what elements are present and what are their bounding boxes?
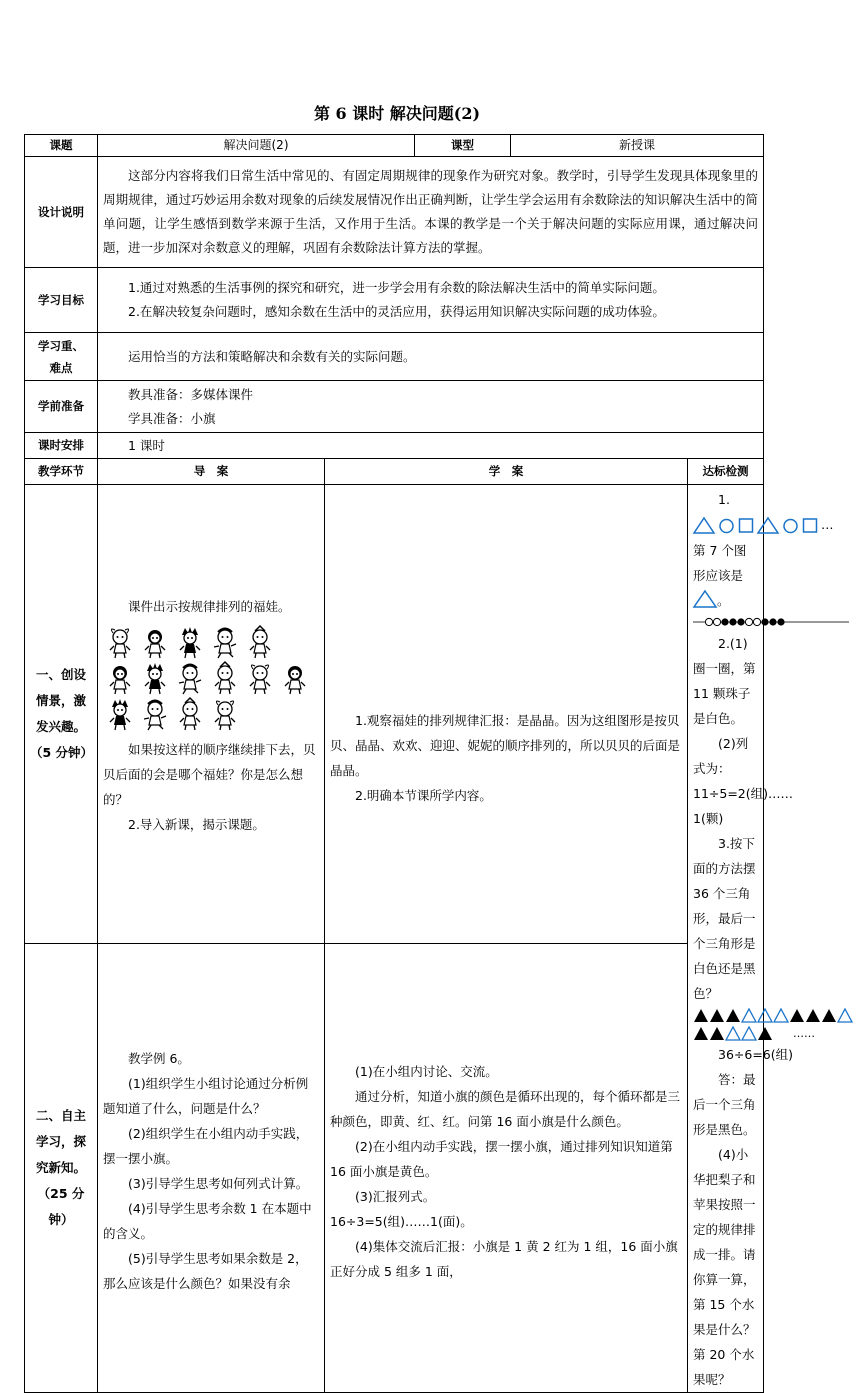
row-design	[25, 157, 764, 268]
check-q3-dots: ……	[793, 1026, 815, 1040]
check-q3-calc: 36÷6=6(组)	[718, 1047, 794, 1062]
bead-chain-icon	[693, 616, 849, 628]
topic-label: 课题	[25, 135, 98, 157]
stage2-label-1: 二、自主	[35, 1108, 86, 1124]
design-label: 设计说明	[25, 157, 98, 268]
stage2-study-2: 通过分析，知道小旗的颜色是循环出现的，每个循环都是三种颜色，即黄、红、红。问第 16 面小旗是什么颜色。	[330, 1088, 681, 1129]
prep-label: 学前准备	[25, 381, 98, 433]
check-q4: (4)小华把梨子和苹果按照一定的规律排成一排。请你算一算，第 15 个水果是什么？第 20 个水果呢？	[693, 1147, 756, 1387]
check-q3-answer: 答：最后一个三角形是黑色。	[693, 1072, 756, 1137]
stage2-guide-5: (4)引导学生思考余数 1 在本题中的含义。	[103, 1201, 312, 1242]
circle-outline-icon	[718, 517, 735, 534]
topic-value: 解决问题(2)	[98, 135, 415, 157]
stage2-study-6: (4)集体交流后汇报：小旗是 1 黄 2 红为 1 组，16 面小旗正好分成 5 组多 1 面，	[330, 1238, 678, 1279]
stage2-guide-3: (2)组织学生在小组内动手实践，摆一摆小旗。	[103, 1126, 309, 1167]
lesson-plan-table	[24, 134, 834, 1393]
key-label-2: 难点	[49, 360, 73, 375]
stage1-label-2: 情景，激	[35, 693, 86, 709]
fuwa-doll-icon	[142, 663, 168, 695]
fuwa-dolls-image	[103, 619, 319, 737]
goal-1: 1.通过对熟悉的生活事例的探究和研究，进一步学会用有余数的除法解决生活中的简单实际问题。	[128, 280, 665, 295]
stage2-study-5: 16÷3=5(组)……1(面)。	[330, 1213, 473, 1229]
header-guide: 导 案	[98, 459, 325, 485]
header-stage: 教学环节	[25, 459, 98, 485]
triangle-pattern	[693, 1006, 758, 1024]
type-value: 新授课	[511, 135, 764, 157]
stage2-study-3: (2)在小组内动手实践，摆一摆小旗，通过排列知识知道第 16 面小旗是黄色。	[330, 1138, 673, 1179]
triangle-outline-icon	[757, 516, 779, 534]
page-title: 第 6 课时 解决问题(2)	[313, 104, 481, 123]
check-q3: 3.按下面的方法摆 36 个三角形，最后一个三角形是白色还是黑色？	[693, 836, 756, 1001]
check-q2-b: (2)列式为：11÷5=2(组)……1(颗)	[693, 736, 794, 826]
design-text: 这部分内容将我们日常生活中常见的、有固定周期规律的现象作为研究对象。教学时，引导学生发现具体现象里的周期规律，通过巧妙运用余数对现象的后续发展情况作出正确判断，让学生学会运用有余数除法的知识解决生活中的简单问题，让学生感悟到数学来源于生活，又作用于生活。本课的教学是一个关于解决问题的实际应用课，通过解决问题，进一步加深对余数意义的理解，巩固有余数除法计算方法的掌握。	[103, 168, 759, 255]
triangle-pattern-row-1	[693, 1007, 861, 1023]
stage2-study-4: (3)汇报列式。	[355, 1188, 436, 1204]
stage2-label-4: （25 分钟）	[37, 1186, 85, 1228]
stage1-guide-intro: 课件出示按规律排列的福娃。	[128, 598, 291, 614]
fuwa-row-3	[107, 697, 319, 733]
time-label: 课时安排	[25, 433, 98, 459]
stage1-label-4: （5 分钟）	[30, 745, 94, 761]
stage2-guide-6: (5)引导学生思考如果余数是 2，那么应该是什么颜色？如果没有余	[103, 1251, 308, 1292]
type-label: 课型	[415, 135, 511, 157]
row-headers	[25, 459, 764, 485]
stage2-study-1: (1)在小组内讨论、交流。	[355, 1063, 498, 1079]
row-stage-2	[25, 944, 764, 1393]
row-key-points	[25, 333, 764, 381]
check-q1-shapes	[693, 512, 834, 538]
fuwa-doll-icon	[177, 663, 203, 695]
stage1-label-1: 一、创设	[35, 667, 86, 683]
fuwa-doll-icon	[247, 663, 273, 695]
circle-outline-icon	[782, 517, 799, 534]
stage2-label-3: 究新知。	[35, 1160, 86, 1176]
row-topic	[25, 135, 764, 157]
fuwa-doll-icon	[107, 699, 133, 731]
row-goals	[25, 268, 764, 333]
stage2-guide-2: (1)组织学生小组讨论通过分析例题知道了什么，问题是什么？	[103, 1076, 309, 1117]
stage2-guide-4: (3)引导学生思考如何列式计算。	[128, 1176, 309, 1192]
key-text: 运用恰当的方法和策略解决和余数有关的实际问题。	[128, 348, 416, 364]
goal-2: 2.在解决较复杂问题时，感知余数在生活中的灵活应用，获得运用知识解决实际问题的成功体验。	[128, 304, 665, 319]
header-check: 达标检测	[688, 459, 764, 485]
fuwa-doll-icon	[212, 663, 238, 695]
fuwa-doll-icon	[107, 663, 133, 695]
stage1-study-2: 2.明确本节课所学内容。	[355, 788, 492, 804]
check-q1-text-a: 第 7 个图形应该是	[693, 543, 747, 583]
prep-student: 学具准备：小旗	[128, 410, 216, 426]
stage1-study-1: 1.观察福娃的排列规律汇报：是晶晶。因为这组图形是按贝贝、晶晶、欢欢、迎迎、妮妮的顺序排列的，所以贝贝的后面是晶晶。	[330, 713, 681, 779]
fuwa-doll-icon	[212, 699, 238, 731]
key-label-1: 学习重、	[38, 338, 84, 353]
check-q1-text	[693, 538, 758, 613]
triangle-answer-icon	[693, 590, 717, 608]
check-q1-num: 1.	[718, 492, 730, 507]
prep-teacher: 教具准备：多媒体课件	[128, 386, 254, 402]
row-preparation	[25, 381, 764, 433]
fuwa-doll-icon	[107, 627, 133, 659]
check-q1-ellipsis: …	[821, 516, 834, 532]
fuwa-doll-icon	[177, 699, 203, 731]
stage2-guide-1: 教学例 6。	[128, 1051, 190, 1067]
fuwa-doll-icon	[212, 627, 238, 659]
fuwa-doll-icon	[247, 627, 273, 659]
stage2-label-2: 学习，探	[35, 1134, 86, 1150]
fuwa-doll-icon	[142, 627, 168, 659]
row-stage-1	[25, 485, 764, 944]
fuwa-doll-icon	[142, 699, 168, 731]
fuwa-doll-icon	[282, 663, 308, 695]
stage1-label-3: 发兴趣。	[35, 719, 86, 735]
triangle-pattern-row-2	[693, 1025, 793, 1041]
goals-label: 学习目标	[25, 268, 98, 333]
fuwa-doll-icon	[177, 627, 203, 659]
row-time	[25, 433, 764, 459]
bead-chain	[693, 613, 758, 631]
triangle-pattern-2	[693, 1024, 815, 1042]
square-outline-icon	[738, 517, 754, 533]
stage1-guide-question: 如果按这样的顺序继续排下去，贝贝后面的会是哪个福娃？你是怎么想的？	[103, 741, 316, 807]
check-q1-text-b: 。	[717, 593, 730, 608]
stage1-guide-2: 2.导入新课，揭示课题。	[128, 816, 265, 832]
square-outline-icon	[802, 517, 818, 533]
header-study: 学 案	[325, 459, 688, 485]
check-q2-a: 2.(1)圈一圈，第 11 颗珠子是白色。	[693, 636, 756, 726]
triangle-outline-icon	[693, 516, 715, 534]
time-value: 1 课时	[128, 437, 165, 453]
